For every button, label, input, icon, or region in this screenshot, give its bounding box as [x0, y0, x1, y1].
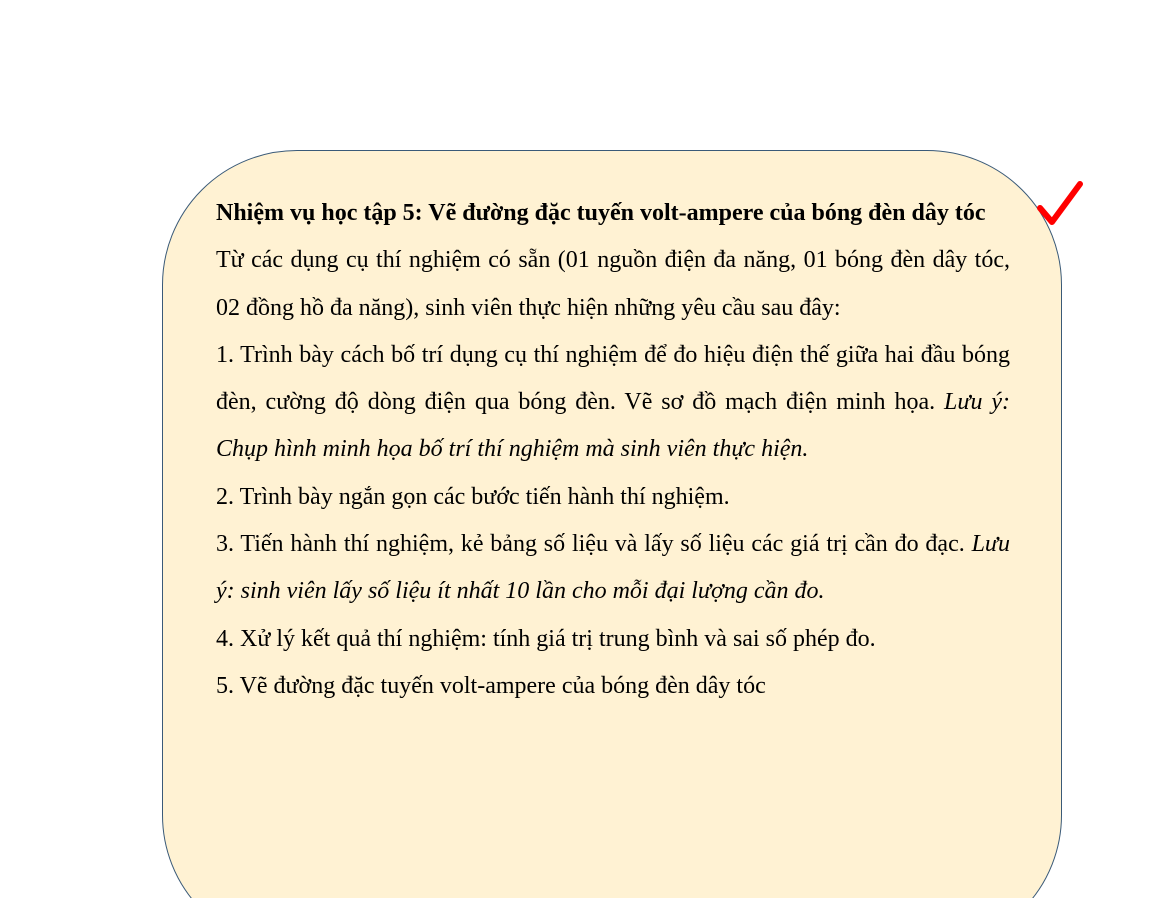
task-step-3-note: Lưu ý: sinh viên lấy số liệu ít nhất 10 lần cho mỗi đại lượng cần đo. — [216, 531, 1010, 605]
task-step-5: 5. Vẽ đường đặc tuyến volt-ampere của bóng đèn dây tóc — [216, 672, 766, 699]
task-step-2: 2. Trình bày ngắn gọn các bước tiến hành thí nghiệm. — [216, 483, 730, 510]
checkmark-icon — [1036, 180, 1086, 230]
task-intro: Từ các dụng cụ thí nghiệm có sẵn (01 nguồn điện đa năng, 01 bóng đèn dây tóc, 02 đồng hồ đa năng), sinh viên thực hiện những yêu cầu sau đây: — [216, 247, 1010, 321]
task-step-1 — [216, 332, 1010, 474]
task-step-3 — [216, 521, 1010, 616]
task-step-1-note: Lưu ý: Chụp hình minh họa bố trí thí nghiệm mà sinh viên thực hiện. — [216, 389, 1010, 463]
task-step-4: 4. Xử lý kết quả thí nghiệm: tính giá trị trung bình và sai số phép đo. — [216, 625, 876, 652]
task-title: Nhiệm vụ học tập 5: Vẽ đường đặc tuyến volt-ampere của bóng đèn dây tóc — [216, 200, 986, 226]
task-text — [216, 190, 1010, 710]
task-step-1-text: 1. Trình bày cách bố trí dụng cụ thí nghiệm để đo hiệu điện thế giữa hai đầu bóng đèn, cường độ dòng điện qua bóng đèn. Vẽ sơ đồ mạch điện minh họa. — [216, 341, 1010, 416]
task-step-3-text: 3. Tiến hành thí nghiệm, kẻ bảng số liệu và lấy số liệu các giá trị cần đo đạc. — [216, 531, 965, 558]
